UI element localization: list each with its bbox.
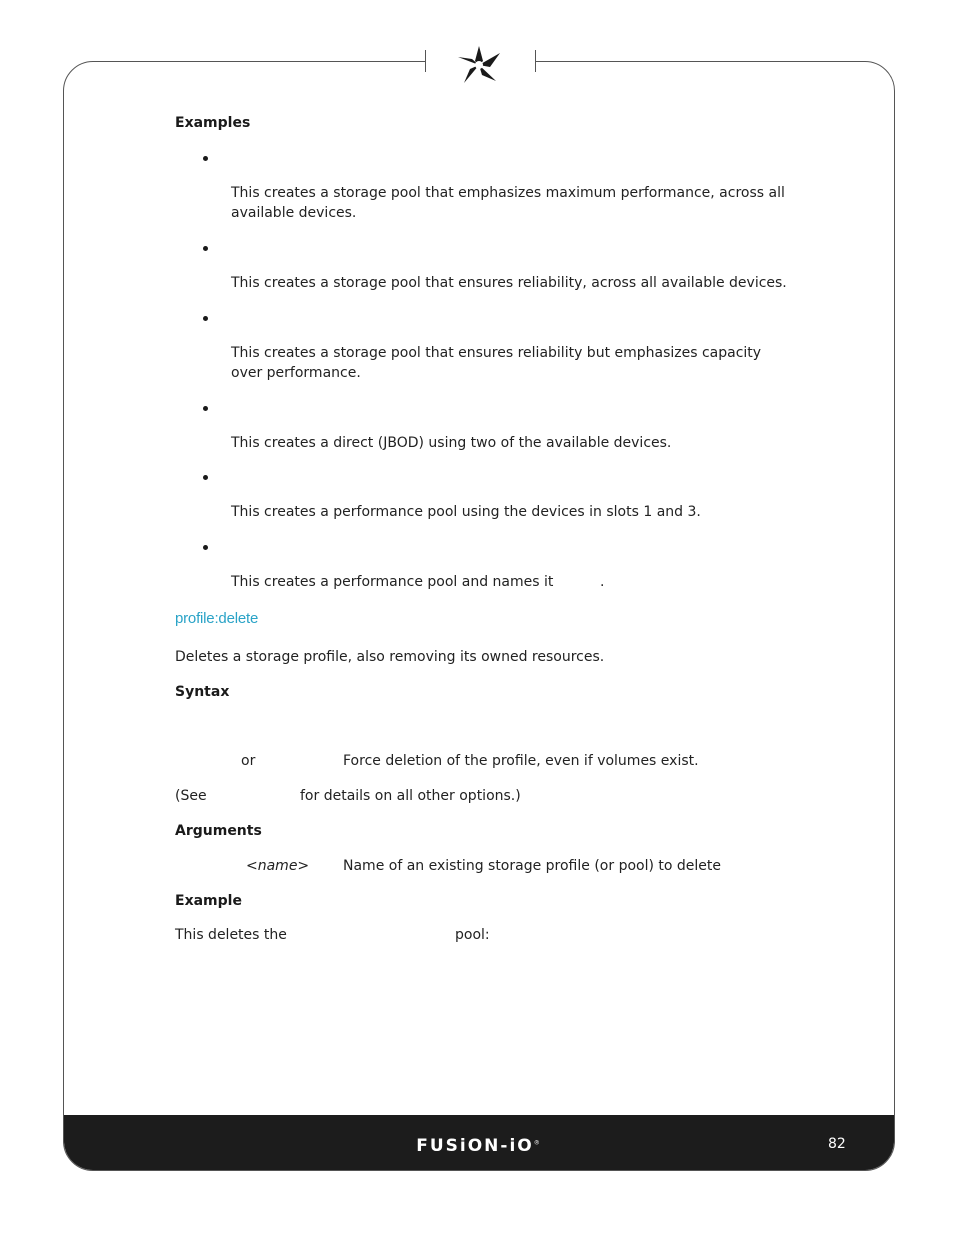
syntax-heading: Syntax	[175, 684, 230, 700]
footer-brand-logo	[402, 1136, 554, 1156]
example-bullet-5	[202, 473, 210, 481]
argument-name: <name>	[246, 858, 310, 874]
example-description-1: This creates a storage pool that emphasizes maximum performance, across all available devices.	[231, 185, 785, 221]
option-description: Force deletion of the profile, even if volumes exist.	[343, 753, 699, 769]
example-description-6-trail: .	[600, 574, 605, 590]
section-title: profile:delete	[175, 610, 259, 627]
example-bullet-4	[202, 404, 210, 412]
section-description: Deletes a storage profile, also removing its owned resources.	[175, 649, 605, 665]
see-prefix: (See	[175, 788, 207, 804]
header-divider-left	[425, 50, 426, 72]
example-bullet-6	[202, 543, 210, 551]
arguments-heading: Arguments	[175, 823, 262, 839]
example-suffix: pool:	[455, 927, 490, 943]
option-or: or	[241, 753, 256, 769]
argument-description: Name of an existing storage profile (or pool) to delete	[343, 858, 721, 874]
example-description-2: This creates a storage pool that ensures reliability, across all available devices.	[231, 275, 787, 291]
footer-brand-registered: ®	[533, 1139, 540, 1147]
example-description-5: This creates a performance pool using the devices in slots 1 and 3.	[231, 504, 701, 520]
footer-brand-text: FUSiON-iO	[416, 1136, 534, 1156]
example-description-6: This creates a performance pool and names it	[231, 574, 554, 590]
header-divider-right	[535, 50, 536, 72]
example-description-3: This creates a storage pool that ensures reliability but emphasizes capacity over performance.	[231, 345, 762, 381]
example-bullet-1	[202, 154, 210, 162]
examples-heading: Examples	[175, 115, 251, 131]
example-description-4: This creates a direct (JBOD) using two of the available devices.	[231, 435, 672, 451]
fusion-io-emblem-icon	[452, 43, 506, 87]
example-heading: Example	[175, 893, 242, 909]
page-number: 82	[828, 1136, 846, 1152]
example-prefix: This deletes the	[175, 927, 287, 943]
see-suffix: for details on all other options.)	[300, 788, 521, 804]
example-bullet-3	[202, 314, 210, 322]
example-bullet-2	[202, 244, 210, 252]
